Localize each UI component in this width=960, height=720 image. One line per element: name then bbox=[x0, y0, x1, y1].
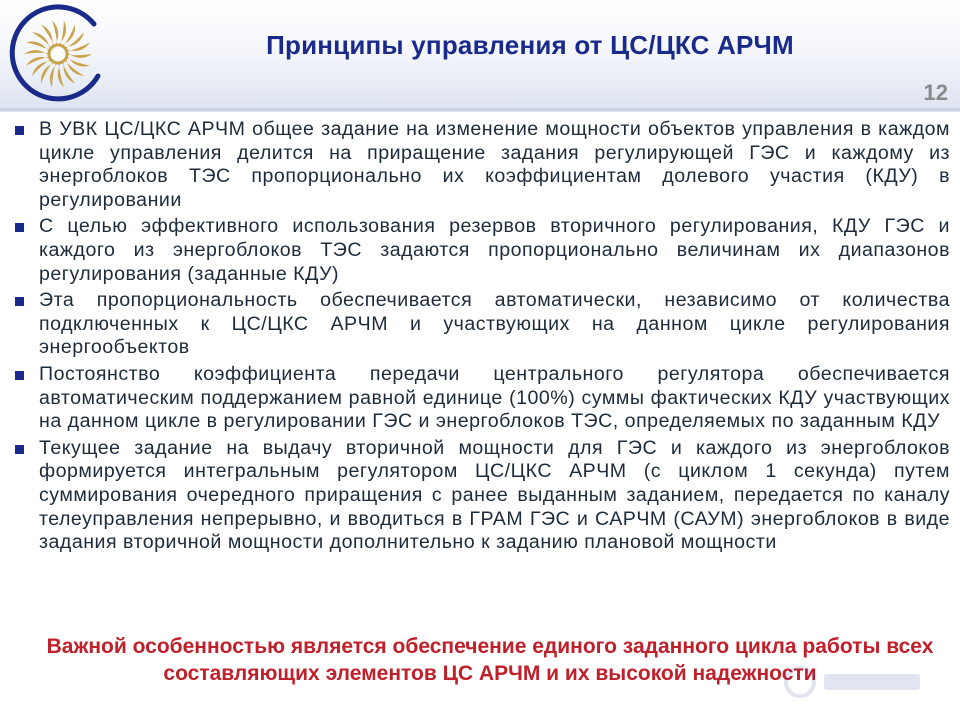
bullet-text: Постоянство коэффициента передачи центрального регулятора обеспечивается автоматическим поддержанием равной единице (100%) суммы фактических КДУ участвующих на данном цикле в регулировании ГЭС и энергоблоков ТЭС, определяемых по заданным КДУ bbox=[39, 362, 950, 433]
bullet-text: Эта пропорциональность обеспечивается автоматически, независимо от количества подключенных к ЦС/ЦКС АРЧМ и участвующих на данном цикле регулирования энергообъектов bbox=[39, 289, 950, 359]
sun-ray bbox=[68, 53, 92, 58]
bullet-item bbox=[12, 118, 950, 212]
bullet-list bbox=[12, 118, 950, 558]
bullet-item bbox=[12, 363, 950, 434]
header-divider bbox=[0, 108, 960, 111]
bullet-marker bbox=[15, 371, 24, 380]
bullet-text: Текущее задание на выдачу вторичной мощности для ГЭС и каждого из энергоблоков формируется интегральным регулятором ЦС/ЦКС АРЧМ (с циклом 1 секунда) путем суммирования очередного приращения с ранее выданным заданием, передается по каналу телеуправления непрерывно, и вводиться в ГРАМ ГЭС и САРЧМ (САУМ) энергоблоков в виде задания вторичной мощности дополнительно к заданию плановой мощности bbox=[39, 436, 950, 554]
bullet-marker bbox=[15, 445, 24, 454]
sun-ray bbox=[50, 64, 57, 88]
bullet-text: С целью эффективного использования резервов вторичного регулирования, КДУ ГЭС и каждого из энергоблоков ТЭС задаются пропорционально величинам их диапазонов регулирования (заданные КДУ) bbox=[39, 215, 950, 285]
emphasis-note: Важной особенностью является обеспечение единого заданного цикла работы всех составляющих элементов ЦС АРЧМ и их высокой надежности bbox=[46, 635, 934, 685]
sun-ray bbox=[59, 21, 66, 45]
sun-ray bbox=[67, 57, 90, 67]
page-title: Принципы управления от ЦС/ЦКС АРЧМ bbox=[266, 30, 794, 60]
slide-number: 12 bbox=[923, 80, 948, 105]
sun-ray bbox=[24, 50, 48, 55]
sun-ray bbox=[67, 42, 90, 51]
bullet-item bbox=[12, 215, 950, 286]
bullet-marker bbox=[15, 223, 24, 232]
sun-logo-icon bbox=[6, 2, 110, 106]
sun-ray bbox=[26, 42, 49, 52]
bullet-text: В УВК ЦС/ЦКС АРЧМ общее задание на изменение мощности объектов управления в каждом цикле управления делится на приращение задания регулирующей ГЭС и каждому из энергоблоков ТЭС пропорционально их коэффициентам долевого участия (КДУ) в регулировании bbox=[39, 118, 950, 211]
sun-ray bbox=[52, 21, 58, 45]
watermark-logo bbox=[780, 662, 930, 702]
sun-ray bbox=[26, 57, 49, 66]
bullet-marker bbox=[15, 126, 24, 135]
bullet-marker bbox=[15, 297, 24, 306]
bullet-item bbox=[12, 289, 950, 360]
sun-ray bbox=[58, 64, 64, 88]
bullet-item bbox=[12, 437, 950, 555]
